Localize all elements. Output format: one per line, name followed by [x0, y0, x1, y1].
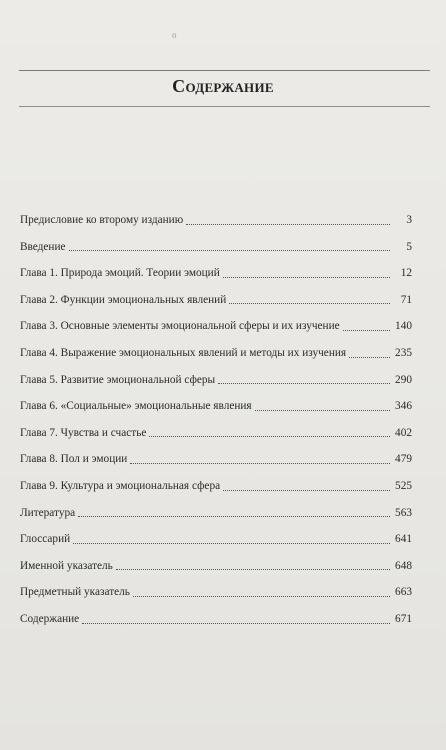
toc-entry-label: Предметный указатель	[20, 586, 130, 599]
toc-entry-label: Глава 6. «Социальные» эмоциональные явления	[20, 400, 252, 413]
dot-leader	[78, 516, 390, 517]
toc-entry-label: Литература	[20, 506, 76, 519]
dot-leader	[349, 357, 390, 358]
toc-entry	[20, 553, 412, 580]
top-rule	[19, 70, 430, 71]
toc-entry	[20, 500, 412, 527]
toc-entry-label: Введение	[20, 240, 66, 253]
toc-entry-label: Глава 5. Развитие эмоциональной сферы	[20, 373, 216, 386]
dot-leader	[130, 463, 390, 464]
toc-entry	[20, 367, 412, 394]
toc-entry	[20, 234, 412, 261]
toc-entry-label: Именной указатель	[20, 559, 113, 572]
toc-entry-label: Глава 1. Природа эмоций. Теории эмоций	[20, 267, 220, 280]
toc-entry-page: 479	[395, 453, 412, 466]
toc-entry-page: 235	[395, 346, 412, 359]
toc-entry	[20, 287, 412, 314]
toc-entry	[20, 260, 412, 287]
dot-leader	[149, 436, 390, 437]
toc-entry	[20, 446, 412, 473]
toc-entry-page: 563	[395, 506, 412, 519]
dot-leader	[133, 596, 390, 597]
top-mark: о	[172, 30, 177, 40]
toc-entry-label: Предисловие ко второму изданию	[20, 214, 184, 226]
toc-entry-page: 648	[395, 559, 412, 572]
toc-entry	[20, 420, 412, 447]
toc-entry-page: 346	[395, 400, 412, 413]
toc-entry-page: 525	[395, 479, 412, 492]
dot-leader	[223, 490, 390, 491]
dot-leader	[255, 410, 390, 411]
toc-entry-label: Глава 3. Основные элементы эмоциональной сферы и их изучение	[20, 320, 340, 333]
page-title: Содержание	[172, 76, 274, 96]
toc-entry	[20, 393, 412, 420]
dot-leader	[116, 569, 390, 570]
dot-leader	[223, 277, 390, 278]
toc-entry	[20, 526, 412, 553]
dot-leader	[229, 303, 390, 304]
title-rule	[19, 106, 430, 107]
toc-entry	[20, 313, 412, 340]
dot-leader	[186, 224, 390, 225]
toc-entry-page: 641	[395, 533, 412, 546]
toc-entry-page: 402	[395, 426, 412, 439]
toc-entry-label: Глоссарий	[20, 533, 71, 546]
toc-entry-label: Содержание	[20, 612, 80, 625]
toc-entry-page: 140	[395, 320, 412, 333]
toc-entry-page: 3	[406, 214, 412, 226]
table-of-contents	[20, 207, 412, 633]
toc-entry-page: 5	[406, 240, 412, 253]
toc-entry	[20, 579, 412, 606]
dot-leader	[343, 330, 390, 331]
toc-entry-page: 290	[395, 373, 412, 386]
toc-entry-label: Глава 4. Выражение эмоциональных явлений и методы их изучения	[20, 346, 347, 359]
toc-entry	[20, 207, 412, 234]
toc-entry-label: Глава 7. Чувства и счастье	[20, 426, 147, 439]
toc-entry-page: 671	[395, 612, 412, 625]
dot-leader	[218, 383, 390, 384]
toc-entry	[20, 473, 412, 500]
toc-entry-label: Глава 2. Функции эмоциональных явлений	[20, 293, 227, 306]
toc-entry-page: 12	[400, 267, 412, 280]
toc-entry-page: 71	[400, 293, 412, 306]
dot-leader	[69, 250, 390, 251]
toc-entry	[20, 340, 412, 367]
dot-leader	[73, 543, 390, 544]
toc-entry	[20, 606, 412, 633]
toc-entry-label: Глава 9. Культура и эмоциональная сфера	[20, 479, 221, 492]
dot-leader	[82, 623, 390, 624]
toc-entry-page: 663	[395, 586, 412, 599]
toc-entry-label: Глава 8. Пол и эмоции	[20, 453, 128, 466]
